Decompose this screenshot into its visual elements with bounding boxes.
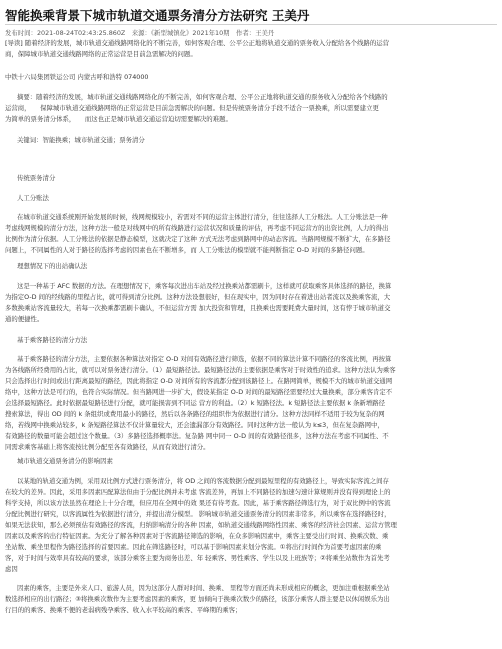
paragraph-line: 如果无法获知，那么必须预估有效路径的客流，归纳影响清分的各种 因素，如轨道交通线路网络性因素、乘客的经济社会因素、运营方管理 bbox=[5, 521, 397, 529]
paragraph-line: 搜索算法，得出 OD 间的 k 条组织或费用最小的路径，然后以各条路径的组织作为依据进行清分。这种方法同样不适用于较为复杂的网 bbox=[5, 410, 385, 418]
paragraph-line: 这是一种基于 AFC 数据的方法。在理想情况下，乘客每次进出车站及经过换乘站都需刷卡，这样就可获取乘客具体选择的路径，换算 bbox=[17, 282, 392, 290]
paragraph-line: 以某地的轨道交通为例，采用双比例方式进行票务清分，将 OD 之间的客流数据分配到最短里程的有效路径上，导致实际客流之间存 bbox=[17, 477, 389, 485]
keywords bbox=[5, 135, 497, 146]
paragraph-passenger-path bbox=[5, 354, 497, 453]
summary bbox=[5, 92, 497, 125]
abstract-line: 商，保障城市轨道交通线路网络的正常运营是目前急需解决的问题。 bbox=[5, 50, 197, 58]
page-title: 智能换乘背景下城市轨道交通票务清分方法研究 王美丹 bbox=[5, 8, 310, 23]
summary-line: 摘要：随着经济的发展，城市轨道交通线路网络化的不断完善，如何客观合理、公平公正地将轨道交通的票务收入分配给各个线路的 bbox=[17, 93, 388, 101]
paragraph-line: 因素的乘客，主要是外来人口、旅游人员，因为这部分人群对时间、换乘、 里程等方面还尚未形成相应的概念，更加注重根据乘坐站 bbox=[17, 584, 390, 592]
heading-traditional: 传统票务清分 bbox=[17, 174, 56, 182]
section-heading bbox=[5, 335, 497, 346]
heading-exit-confirm: 理想情况下的出站确认法 bbox=[17, 262, 88, 270]
section-heading bbox=[5, 193, 497, 204]
paragraph-line: 络中，这种方法是可行的，也符合实际情况。但当路网进一步扩大，假设某指定 O-D 对间的最短路径需要经过大量换乘，部分乘客肯定不 bbox=[5, 388, 393, 396]
affiliation bbox=[5, 72, 497, 83]
section-heading bbox=[5, 456, 497, 467]
paragraph-line: 科学支持，所以该方法虽然在理论上十分合理，但应用在全网中的效 果还有待考查。因此，基于乘客路径筛选行为，对于双比例中的客流 bbox=[5, 499, 391, 507]
paragraph-line: 通的便捷性。 bbox=[5, 315, 44, 323]
paragraph-line: 会选择最短路径。此时依据最短路径进行分配，就可能损害到不同运 营方的利益。（2）k 短路径法。k 短路径法主要依据 k 条新增路径 bbox=[5, 399, 385, 407]
paragraph-line: 分配比例进行研究，以客流属性为依据进行清分，并提出清分模型。 影响城市轨道交通票务清分的因素非常多，所以乘客在选择路径时， bbox=[5, 510, 391, 518]
paragraph-line: 考虑线网规模的清分方法，这种方法一般是对线网中的所有线路进行运营状况和质量的评估，再考虑不同运营方的出资比例，人力的得出 bbox=[5, 224, 389, 232]
paragraph-line: 数选择相应的出行路径；③将换乘次数作为主要考虑因素的乘客，更 加倾向于换乘次数少的路径，该部分乘客人群主要是以休闲娱乐为出 bbox=[5, 595, 390, 603]
paragraph-line: 比例作为清分依据。人工分账法的依据是静态模型，这就决定了这种 方式无法考虑到路网中的动态客流。当路网规模不断扩大，在多路径 bbox=[5, 235, 391, 243]
paragraph-line: 多数换乘站客流量较大，若每一次换乘都需刷卡确认，不但运营方需 加大投资和管理，且换乘也需要耗费大量时间，这有悖于城市轨道交 bbox=[5, 304, 391, 312]
paragraph-line: 基于乘客路径的清分方法，主要依据各种算法对指定 O-D 对间有效路径进行筛选，依据不同的算法计算不同路径的客流比例，再按算 bbox=[17, 355, 392, 363]
paragraph-line: 为指定O-D 间的经线路的里程占比，就可得到清分比例。这种方法设想很好，但在现实中，因为同时存在着进出站者流以及换乘客流，大 bbox=[5, 293, 391, 301]
heading-factors: 城市轨道交通票务清分的影响因素 bbox=[17, 457, 113, 465]
paragraph-line: 有效路径的数量可能会超过这个数量。（3）多路径选择概率法。复杂路 网中同一 O-D 间的有效路径很多，这种方法在考虑不同属性、不 bbox=[5, 432, 389, 440]
summary-line: 运营商， 保障城市轨道交通线路网络的正常运营是目前急需解决的问题。但是传统票务清分手段不适合一票换乘，所以需要建立更 bbox=[5, 104, 379, 112]
paragraph-line: 坐站数、乘坐里程作为路径选择的首要因素。因此在筛选路径时，可以基于影响因素来划分客流。①将出行时间作为首要考虑因素的乘 bbox=[5, 543, 382, 551]
paragraph-line: 为各线路所经费用的占比，就可以对票务进行清分。（1）最短路径法。最短路径法的主要依据是乘客对于时效性的追求。这种方法认为乘客 bbox=[5, 366, 396, 374]
paragraph-line: 问题上，不同属性的人对于路径的选择考虑的因素也在不断增多，而 人工分账法的模型就不能判断指定 O-D 对间的多路径问题。 bbox=[5, 246, 369, 254]
section-heading bbox=[5, 173, 497, 184]
keywords-text: 关键词：智能换乘；城市轨道交通；票务清分 bbox=[17, 136, 145, 144]
paragraph-line: 同需求乘客基础上将客流按比例分配至各有效路径，从而有效进行清分。 bbox=[5, 443, 210, 451]
paragraph-line: 行目的的乘客、换乘不便的老弱病残孕乘客、收入水平较高的乘客、平峰期的乘客； bbox=[5, 606, 242, 614]
heading-manual: 人工分账法 bbox=[17, 194, 49, 202]
lead-abstract bbox=[5, 38, 497, 60]
paragraph-exit-confirm bbox=[5, 281, 497, 325]
paragraph-line: 因素以及乘客的出行特征因素。为充分了解各种因素对于客流路径筛选的影响，在众多影响因素中，乘客主要受出行时间、换乘次数、乘 bbox=[5, 532, 389, 540]
paragraph-line: 客，对于时间与效率具有较高的要求，该部分乘客主要为商务出差、年 轻乘客、男性乘客、学生以及上班族等；②将乘坐站数作为首先考 bbox=[5, 554, 390, 562]
publish-info: 发布时间：2021-08-24T02:43:25.860Z 来源：《新型城镇化》2021年10期 作者：王美丹 bbox=[5, 29, 275, 37]
paragraph-line: 络，若线网中换乘站较多，k 条短路径算法不仅计算量较大，还会遗漏部分有效路径。同时这种方法一般认为 k≤3，但在复杂路网中， bbox=[5, 421, 384, 429]
section-heading bbox=[5, 261, 497, 272]
title-divider bbox=[5, 24, 497, 25]
paragraph-line: 只会选择出行时间或出行距离最短的路径，因此将指定 O-D 对间所有的客流都分配到该路径上。在路网简单，规模不大的城市轨道交通网 bbox=[5, 377, 393, 385]
heading-passenger-path: 基于乘客路径的清分方法 bbox=[17, 336, 88, 344]
abstract-line: [导读] 随着经济的发展，城市轨道交通线路网络化的不断完善，如何客观合理、公平公正地将轨道交通的票务收入分配给各个线路的运营 bbox=[5, 39, 390, 47]
summary-line: 为简单的票务清分体系， 而这也正是城市轨道交通运营迫切需要解决的难题。 bbox=[5, 115, 232, 123]
paragraph-factors bbox=[5, 476, 497, 575]
paragraph-manual bbox=[5, 212, 497, 256]
affiliation-text: 中铁十六局集团铁运公司 内蒙古呼和浩特 074000 bbox=[5, 73, 149, 81]
paragraph-line: 在城市轨道交通系统刚开始发展的时候，线网规模较小，若需对不同的运营主体进行清分，往往选择人工分账法。人工分账法是一种 bbox=[17, 213, 388, 221]
paragraph-line: 在较大的差异。因此，采用多因素匹配算法但由于分配比例并未考虑 客流差异，再加上不同路径的加速匀速计算规则并没有得到理论上的 bbox=[5, 488, 391, 496]
paragraph-factors-continued bbox=[5, 583, 497, 616]
paragraph-line: 虑因 bbox=[5, 565, 18, 573]
